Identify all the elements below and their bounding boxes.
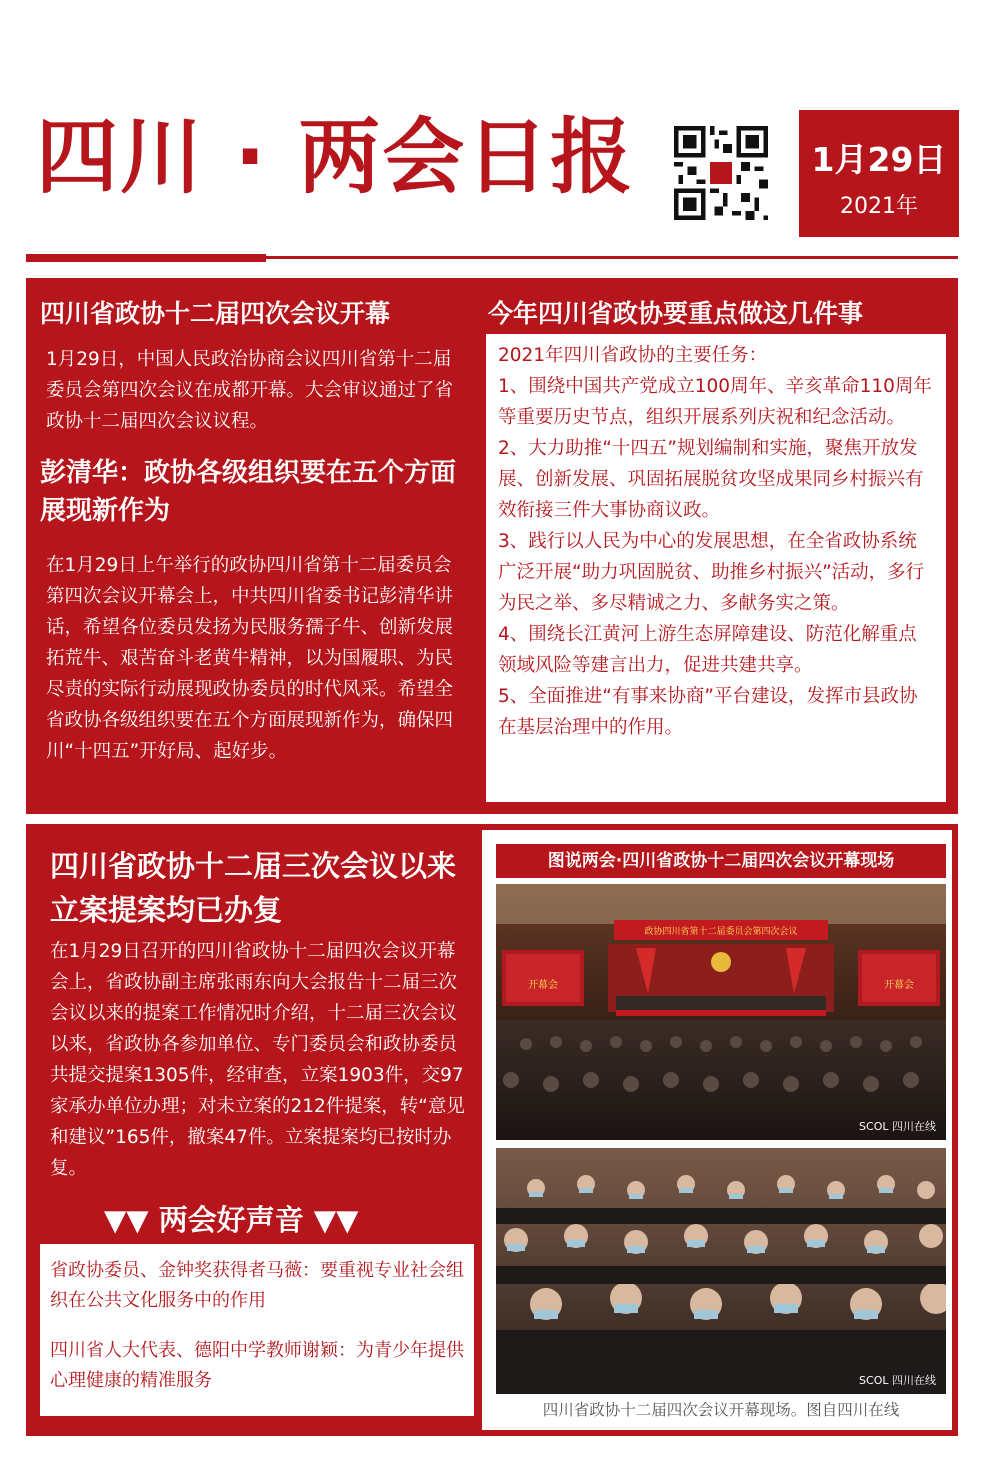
peng-body: 在1月29日上午举行的政协四川省第十二届委员会第四次会议开幕会上，中共四川省委书记彭清华讲话，希望各位委员发扬为民服务孺子牛、创新发展拓荒牛、艰苦奋斗老黄牛精神，以为国履职、为民尽责的实际行动展现政协委员的时代风采。希望全省政协各级组织要在五个方面展现新作为，确保四川“十四五”开好局、起好步。 (46, 555, 454, 762)
photo-watermark: SCOL 四川在线 (859, 1120, 936, 1133)
bottom-panel (26, 824, 958, 1436)
task-item: 5、全面推进“有事来协商”平台建设，发挥市县政协在基层治理中的作用。 (498, 686, 918, 738)
proposal-heading: 四川省政协十二届三次会议以来立案提案均已办复 (50, 849, 457, 927)
opening-intro: 1月29日，中国人民政治协商会议四川省第十二届委员会第四次会议在成都开幕。大会审议通过了省政协十二届四次会议议程。 (46, 349, 454, 432)
voices-box (40, 1244, 474, 1416)
hall-banner: 政协四川省第十二届委员会第四次会议 (644, 927, 798, 937)
task-item: 3、践行以人民为中心的发展思想，在全省政协系统广泛开展“助力巩固脱贫、助推乡村振兴”活动，多行为民之举、多尽精诚之力、多献务实之策。 (498, 531, 925, 614)
date-box (799, 110, 959, 237)
hall-photo (496, 884, 946, 1140)
proposal-column (32, 830, 482, 1430)
voice-item: 省政协委员、金钟奖获得者马薇：要重视专业社会组织在公共文化服务中的作用 (50, 1260, 464, 1311)
tasks-box (486, 334, 946, 802)
proposal-body: 在1月29日召开的四川省政协十二届四次会议开幕会上，省政协副主席张雨东向大会报告十二届三次会议以来的提案工作情况时介绍，十二届三次会议以来，省政协各参加单位、专门委员会和政协委员共提交提案1305件，经审查，立案1903件，交97家承办单位办理；对未立案的212件提案，转“意见和建议”165件，撤案47件。立案提案均已按时办复。 (50, 941, 465, 1179)
opening-heading: 四川省政协十二届四次会议开幕 (40, 299, 391, 328)
photo-watermark: SCOL 四川在线 (859, 1374, 936, 1387)
top-panel (26, 278, 958, 814)
task-item: 4、围绕长江黄河上游生态屏障建设、防范化解重点领域风险等建言出力，促进共建共享。 (498, 624, 917, 676)
issue-year: 2021年 (840, 194, 918, 219)
tasks-intro: 2021年四川省政协的主要任务： (498, 345, 768, 366)
task-item: 2、大力助推“十四五”规划编制和实施，聚焦开放发展、创新发展、巩固拓展脱贫攻坚成果同乡村振兴有效衔接三件大事协商议政。 (498, 438, 924, 521)
voice-item: 四川省人大代表、德阳中学教师谢颖：为青少年提供心理健康的精准服务 (50, 1340, 464, 1391)
picture-label: 图说两会·四川省政协十二届四次会议开幕现场 (496, 844, 946, 878)
issue-day: 1月29日 (811, 140, 947, 179)
audience-photo (496, 1148, 946, 1394)
voices-title: ▼▼ 两会好声音 ▼▼ (104, 1203, 359, 1237)
task-item: 1、围绕中国共产党成立100周年、辛亥革命110周年等重要历史节点，组织开展系列庆祝和纪念活动。 (498, 376, 932, 428)
tasks-heading: 今年四川省政协要重点做这几件事 (488, 299, 864, 328)
right-screen-title: 开幕会 (884, 980, 914, 991)
photo-caption: 四川省政协十二届四次会议开幕现场。图自四川在线 (542, 1401, 900, 1419)
divider-accent (26, 254, 266, 262)
peng-heading: 彭清华：政协各级组织要在五个方面展现新作为 (40, 458, 457, 526)
qr-code (674, 126, 768, 220)
masthead-title: 四川 · 两会日报 (36, 110, 635, 205)
left-screen-title: 开幕会 (528, 980, 558, 991)
